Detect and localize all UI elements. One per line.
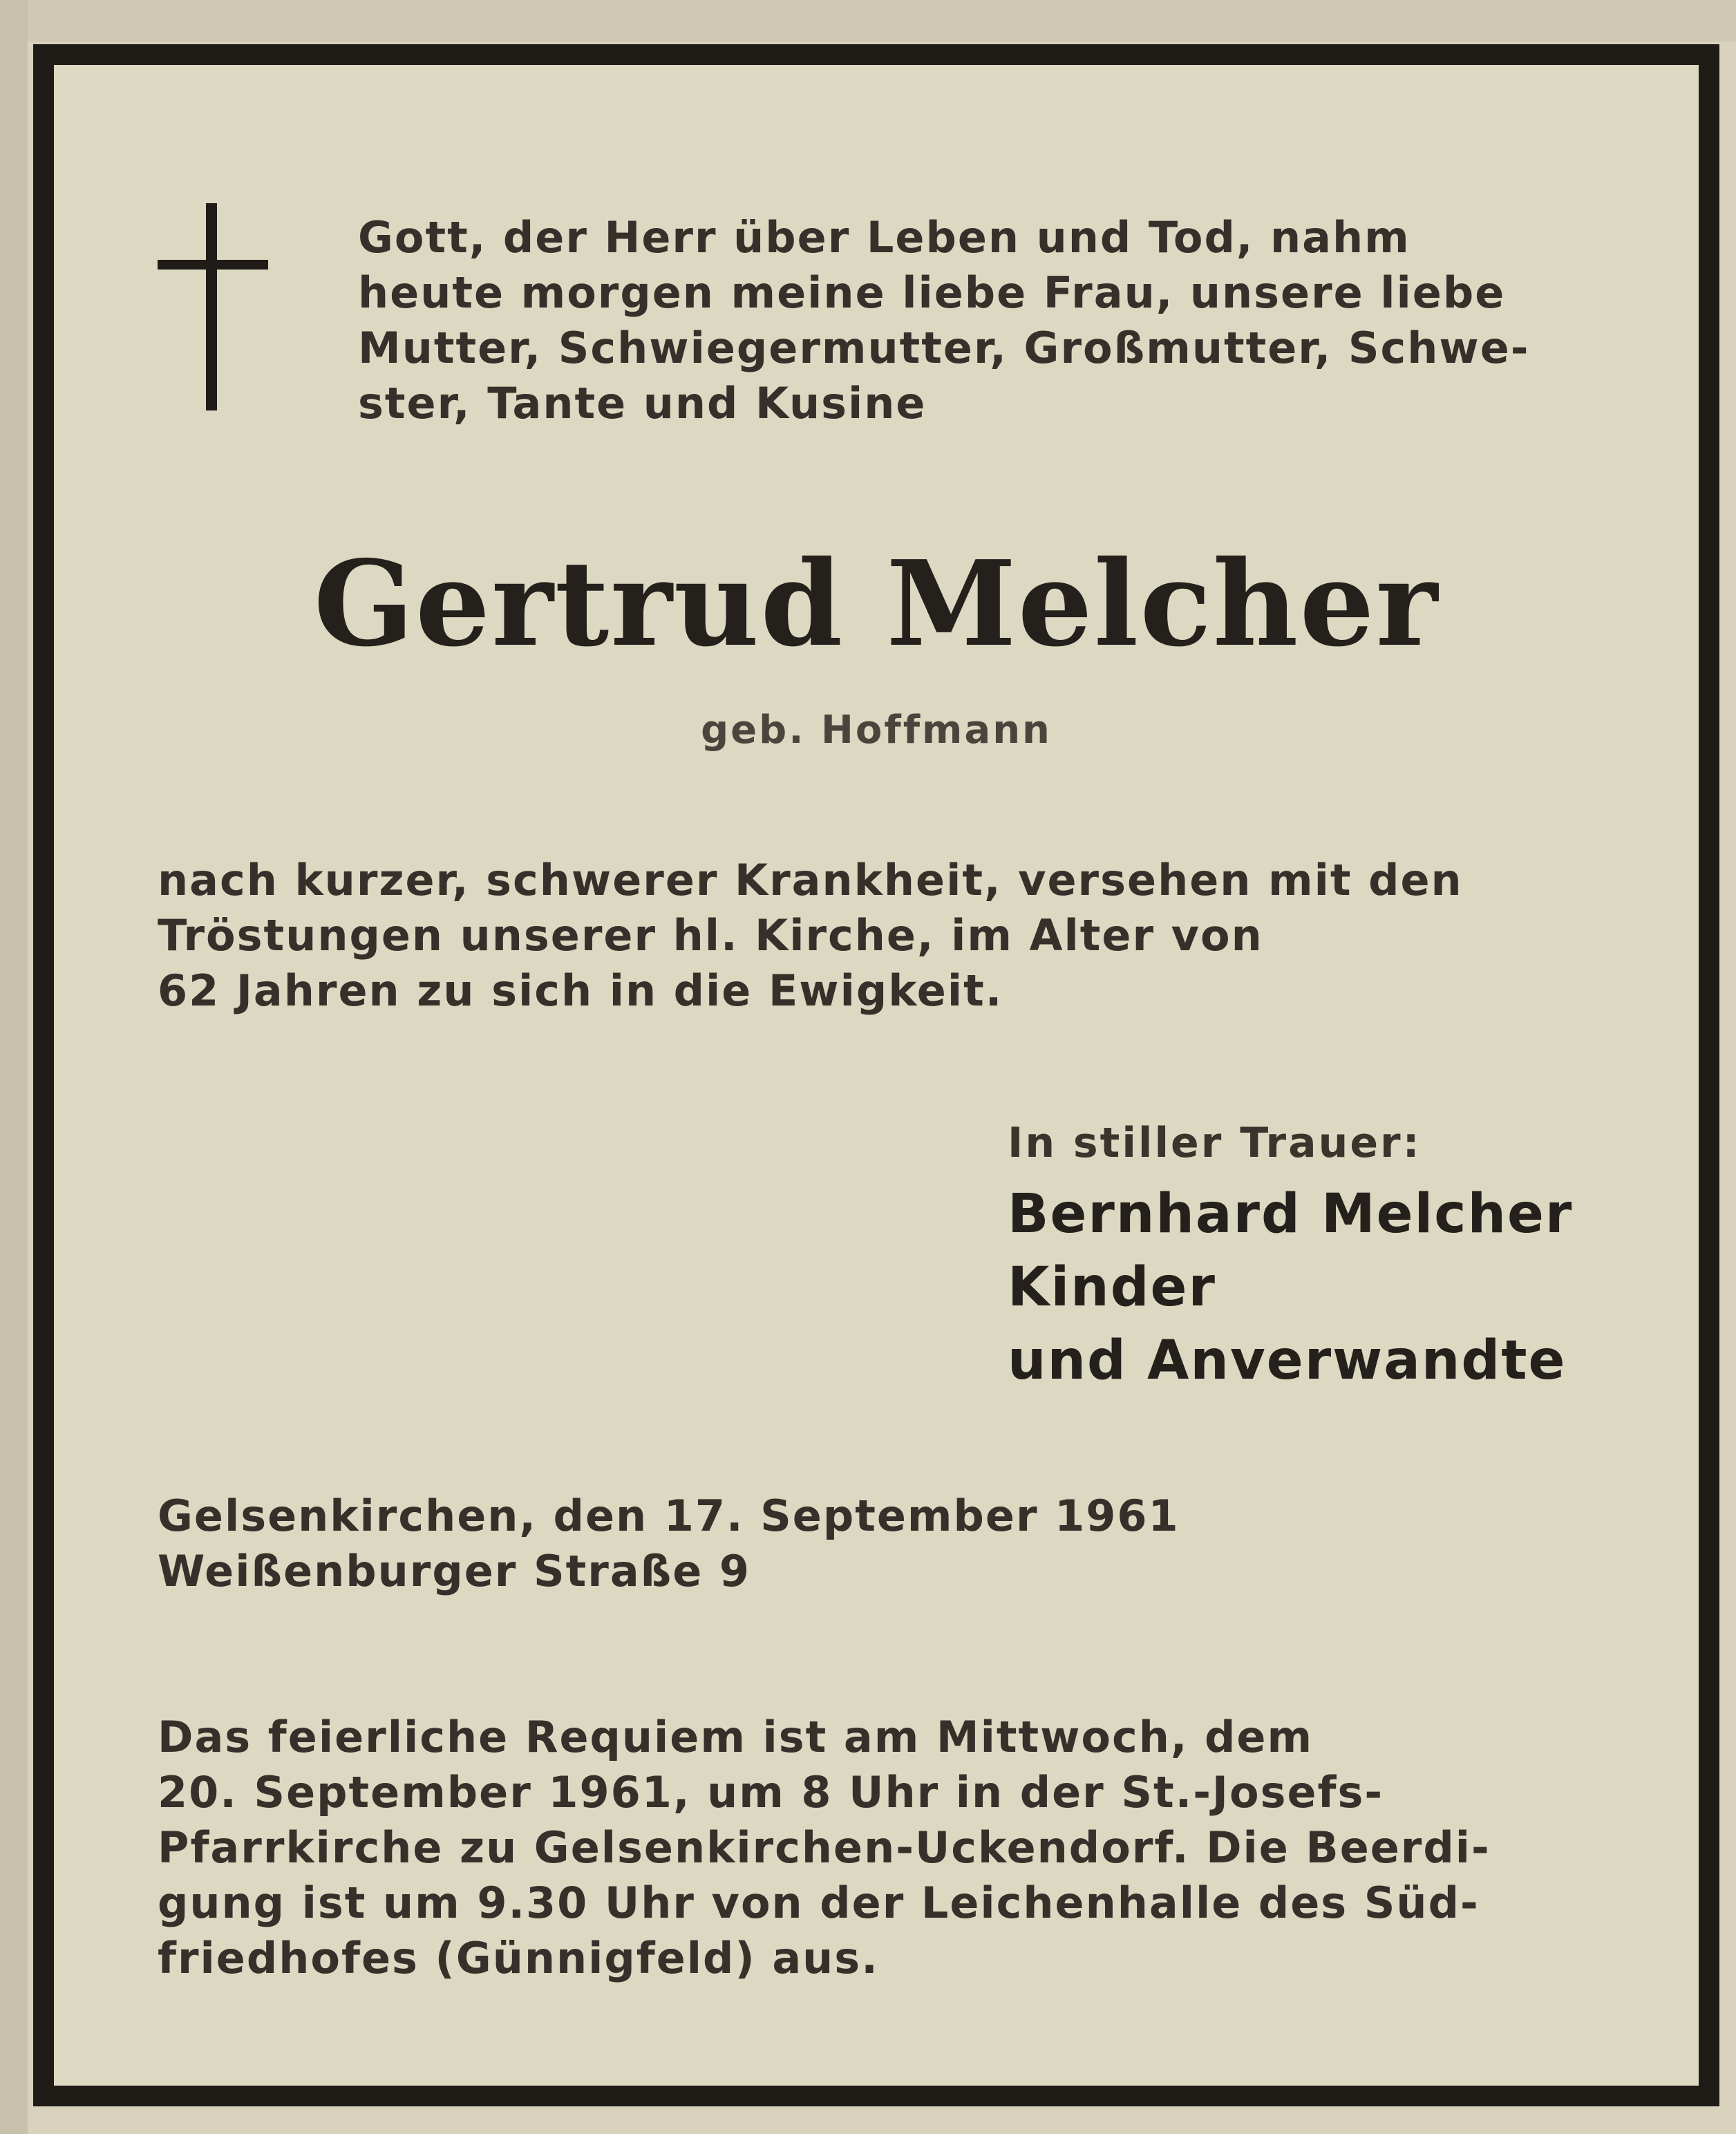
paper-edge-left: [0, 0, 28, 2134]
deceased-name: Gertrud Melcher: [313, 535, 1440, 673]
mourners-block: [1008, 1108, 1699, 1397]
intro-line: ster, Tante und Kusine: [358, 378, 927, 428]
intro-paragraph: [358, 210, 1671, 431]
service-line: Das feierliche Requiem ist am Mittwoch, dem: [158, 1712, 1314, 1762]
place-date: [158, 1489, 1402, 1599]
body-line: nach kurzer, schwerer Krankheit, versehen mit den: [158, 855, 1463, 905]
mourners-lead: In stiller Trauer:: [1008, 1119, 1422, 1167]
body-paragraph: [158, 853, 1630, 1019]
service-line: Pfarrkirche zu Gelsenkirchen-Uckendorf. Die Beerdi-: [158, 1822, 1491, 1873]
intro-line: Gott, der Herr über Leben und Tod, nahm: [358, 212, 1410, 263]
service-paragraph: [158, 1710, 1630, 1986]
intro-line: heute morgen meine liebe Frau, unsere liebe: [358, 267, 1506, 318]
mourner-name: und Anverwandte: [1008, 1330, 1567, 1392]
mourner-name: Kinder: [1008, 1256, 1216, 1319]
body-line: 62 Jahren zu sich in die Ewigkeit.: [158, 965, 1003, 1016]
obituary-notice: [33, 44, 1719, 2106]
maiden-name: geb. Hoffmann: [701, 708, 1052, 753]
mourner-name: Bernhard Melcher: [1008, 1183, 1574, 1245]
cross-icon: [158, 203, 268, 410]
intro-line: Mutter, Schwiegermutter, Großmutter, Schwe-: [358, 323, 1530, 373]
service-line: gung ist um 9.30 Uhr von der Leichenhalle des Süd-: [158, 1878, 1480, 1928]
place-line: Weißenburger Straße 9: [158, 1546, 751, 1596]
place-line: Gelsenkirchen, den 17. September 1961: [158, 1491, 1180, 1541]
paper-edge-top: [0, 0, 1736, 41]
service-line: 20. September 1961, um 8 Uhr in der St.-Josefs-: [158, 1767, 1384, 1817]
body-line: Tröstungen unserer hl. Kirche, im Alter von: [158, 910, 1263, 961]
service-line: friedhofes (Günnigfeld) aus.: [158, 1933, 879, 1983]
